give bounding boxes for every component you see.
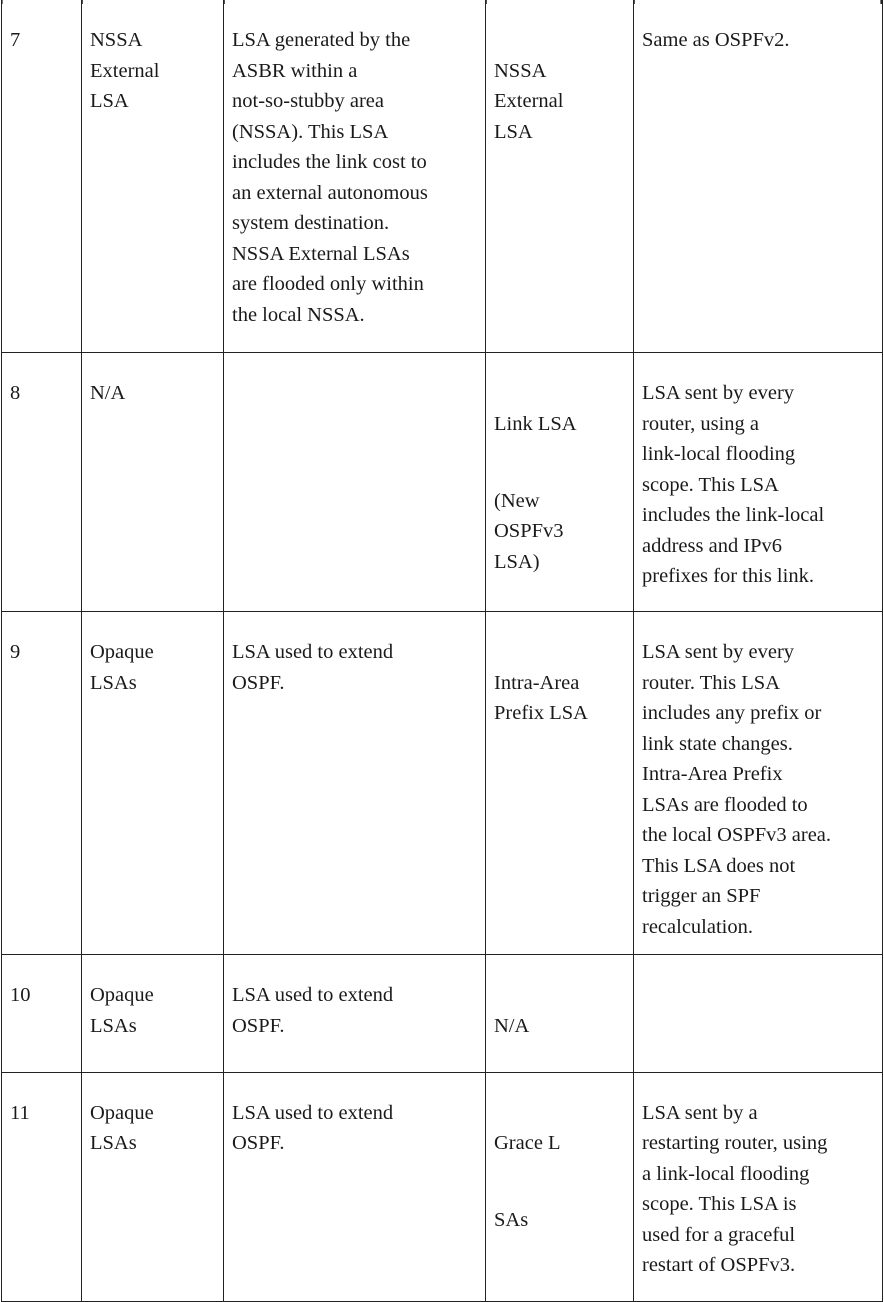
ospfv2-lsa-description: LSA generated by the ASBR within a not-so-stubby area (NSSA). This LSA includes the link cost to an external autonomous system destination. NSSA External LSAs are flooded only within the local NSSA.: [224, 0, 486, 353]
ospfv3-lsa-name-text: NSSA External LSA: [494, 59, 564, 143]
table-row-lsa-10: [2, 955, 883, 1073]
ospfv2-lsa-name: NSSA External LSA: [82, 0, 224, 353]
ospfv3-lsa-name: [486, 612, 634, 955]
ospfv3-lsa-description: Same as OSPFv2.: [634, 0, 883, 353]
table-row-lsa-8: [2, 353, 883, 612]
ospfv3-lsa-name-note: (New OSPFv3 LSA): [494, 489, 564, 573]
lsa-type-number: 11: [2, 1072, 82, 1301]
ospfv3-lsa-name-text-continued: SAs: [494, 1209, 529, 1231]
ospfv2-lsa-description: LSA used to extend OSPF.: [224, 955, 486, 1073]
ospfv3-lsa-description: LSA sent by every router. This LSA includes any prefix or link state changes. Intra-Area Prefix LSAs are flooded to the local OSPFv3 area. This LSA does not trigger an SPF recalculation.: [634, 612, 883, 955]
ospfv2-lsa-name: Opaque LSAs: [82, 1072, 224, 1301]
lsa-type-number: 10: [2, 955, 82, 1073]
ospfv3-lsa-description: LSA sent by every router, using a link-local flooding scope. This LSA includes the link-local address and IPv6 prefixes for this link.: [634, 353, 883, 612]
ospfv2-lsa-name: Opaque LSAs: [82, 612, 224, 955]
ospfv2-lsa-name: N/A: [82, 353, 224, 612]
table-row-lsa-7: [2, 0, 883, 353]
lsa-type-number: 9: [2, 612, 82, 955]
ospfv3-lsa-name: [486, 955, 634, 1073]
ospfv3-lsa-name-text: Link LSA: [494, 412, 577, 435]
ospfv3-lsa-name: [486, 353, 634, 612]
ospfv3-lsa-name: [486, 0, 634, 353]
ospfv3-lsa-name-text: Grace L: [494, 1132, 561, 1154]
lsa-type-number: 7: [2, 0, 82, 353]
ospfv3-lsa-name: [486, 1072, 634, 1301]
table-row-lsa-11: [2, 1072, 883, 1301]
ospfv2-lsa-description: LSA used to extend OSPF.: [224, 1072, 486, 1301]
table-row-lsa-9: [2, 612, 883, 955]
ospfv2-lsa-description: [224, 353, 486, 612]
ospfv3-lsa-name-text: Intra-Area Prefix LSA: [494, 671, 588, 724]
lsa-types-table: [1, 0, 883, 1302]
lsa-type-number: 8: [2, 353, 82, 612]
ospfv3-lsa-description: LSA sent by a restarting router, using a link-local flooding scope. This LSA is used for a graceful restart of OSPFv3.: [634, 1072, 883, 1301]
ospfv3-lsa-name-text: N/A: [494, 1014, 530, 1037]
ospfv2-lsa-description: LSA used to extend OSPF.: [224, 612, 486, 955]
ospfv3-lsa-description: [634, 955, 883, 1073]
ospfv2-lsa-name: Opaque LSAs: [82, 955, 224, 1073]
